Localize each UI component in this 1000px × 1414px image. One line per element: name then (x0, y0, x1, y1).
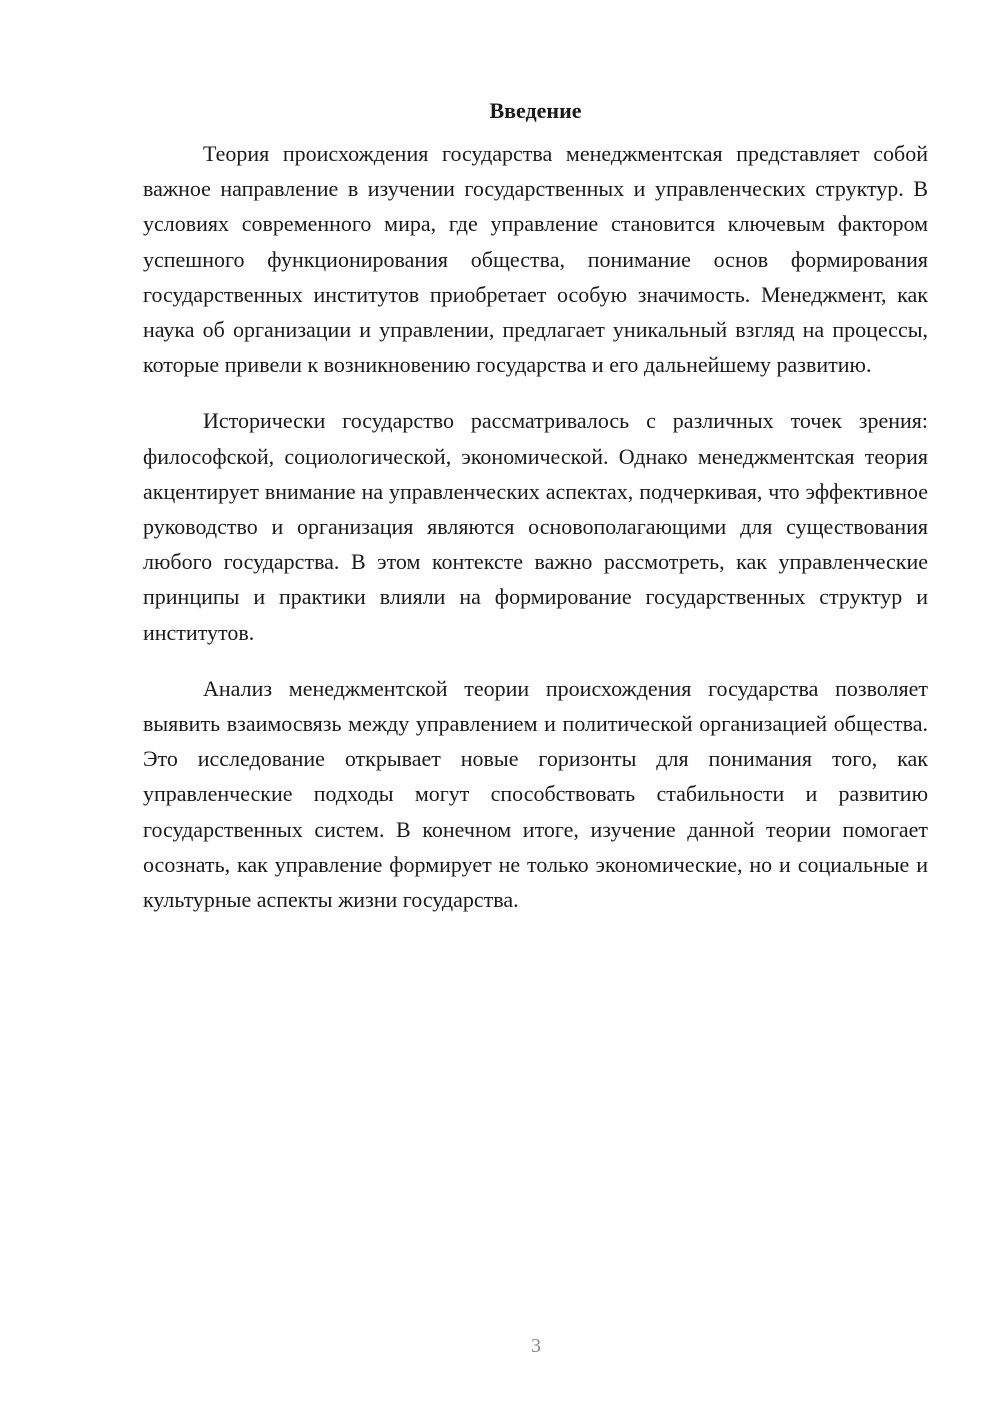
section-title: Введение (489, 98, 582, 123)
page-number: 3 (531, 1335, 541, 1357)
paragraph-3: Анализ менеджментской теории происхождения государства позволяет выявить взаимосвязь между управлением и политической организацией общества. Это исследование открывает новые горизонты для понимания того, как управленческие подходы могут способствовать стабильности и развитию государственных систем. В конечном итоге, изучение данной теории помогает осознать, как управление формирует не только экономические, но и социальные и культурные аспекты жизни государства. (143, 675, 928, 913)
page-content (143, 96, 928, 917)
paragraph-2: Исторически государство рассматривалось с различных точек зрения: философской, социологической, экономической. Однако менеджментская теория акцентирует внимание на управленческих аспектах, подчеркивая, что эффективное руководство и организация являются основополагающими для существования любого государства. В этом контексте важно рассмотреть, как управленческие принципы и практики влияли на формирование государственных структур и институтов. (143, 408, 928, 645)
paragraph-1: Теория происхождения государства менеджментская представляет собой важное направление в изучении государственных и управленческих структур. В условиях современного мира, где управление становится ключевым фактором успешного функционирования общества, понимание основ формирования государственных институтов приобретает особую значимость. Менеджмент, как наука об организации и управлении, предлагает уникальный взгляд на процессы, которые привели к возникновению государства и его дальнейшему развитию. (143, 141, 928, 378)
